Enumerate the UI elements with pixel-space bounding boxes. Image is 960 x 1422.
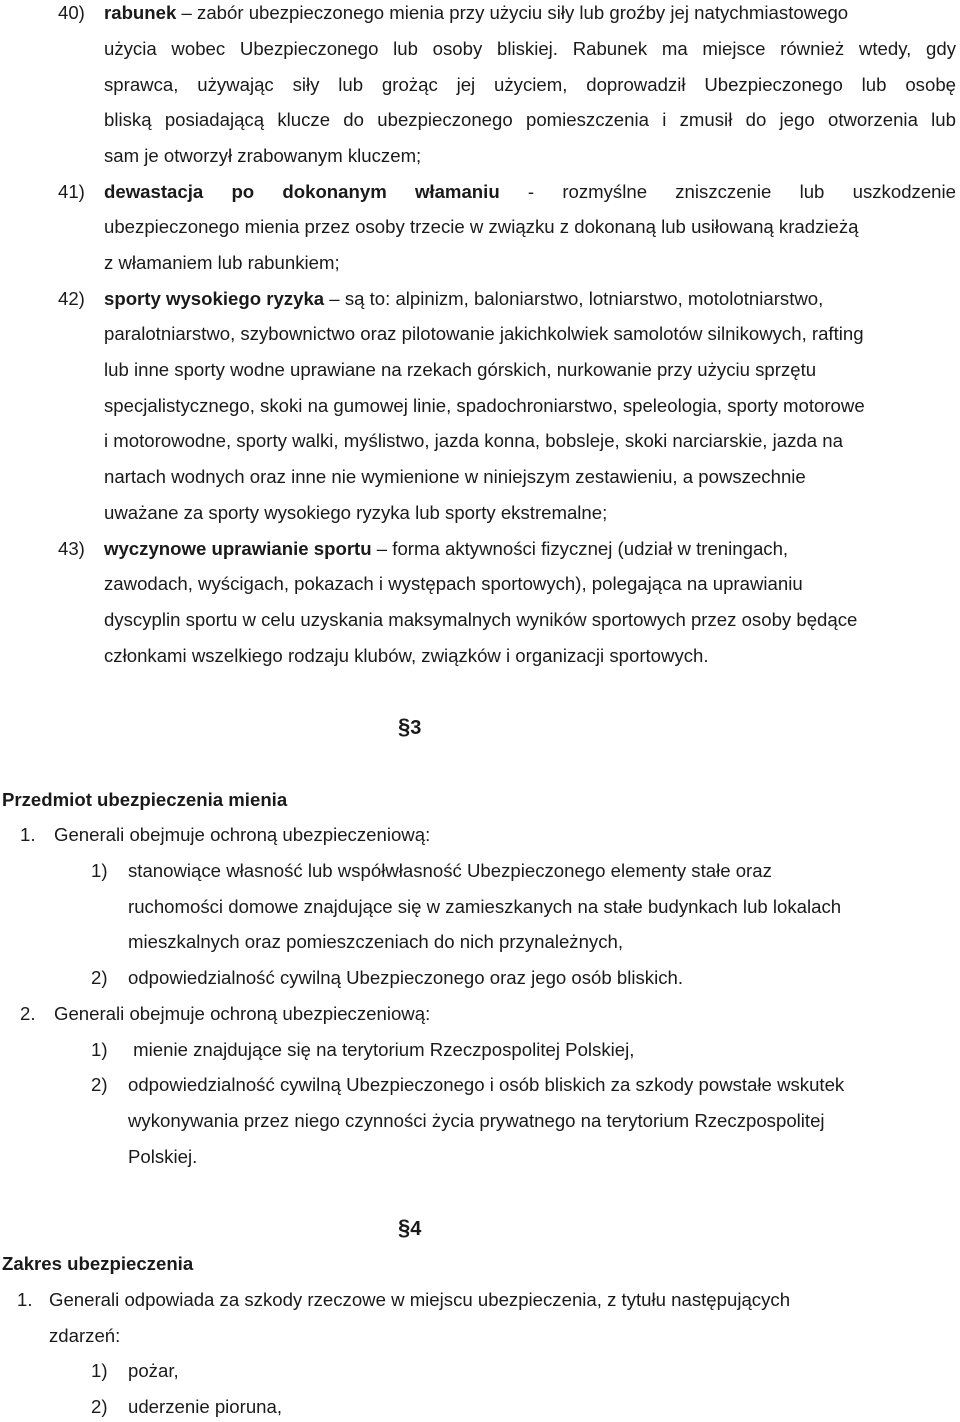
- definition-text: forma aktywności fizycznej (udział w treningach,: [392, 538, 789, 559]
- subitem-text: mienie znajdujące się na terytorium Rzeczpospolitej Polskiej,: [128, 1039, 635, 1060]
- definition-text: zabór ubezpieczonego mienia przy użyciu siły lub groźby jej natychmiastowego: [197, 2, 849, 23]
- section-heading: Zakres ubezpieczenia: [2, 1253, 194, 1274]
- subitem-number: 1): [91, 1360, 108, 1381]
- definition-text: sam je otworzył zrabowanym kluczem;: [104, 145, 422, 166]
- section-symbol: §: [398, 1215, 411, 1240]
- subitem-number: 2): [91, 1396, 108, 1417]
- definition-number: 41): [58, 181, 85, 202]
- item-number: 2.: [20, 1003, 36, 1024]
- item-text: Generali obejmuje ochroną ubezpieczeniową:: [54, 824, 431, 845]
- definition-text: rozmyślne zniszczenie lub uszkodzenie: [562, 181, 956, 202]
- section-symbol: §: [398, 714, 411, 739]
- subitem-text: mieszkalnych oraz pomieszczeniach do nich przynależnych,: [128, 931, 624, 952]
- subitem-number: 1): [91, 1039, 108, 1060]
- item-text: Generali odpowiada za szkody rzeczowe w miejscu ubezpieczenia, z tytułu następujących: [49, 1289, 791, 1310]
- definition-text: paralotniarstwo, szybownictwo oraz pilotowanie jakichkolwiek samolotów silnikowych, rafting: [104, 323, 864, 344]
- definition-text: zawodach, wyścigach, pokazach i występach sportowych), polegająca na uprawianiu: [104, 573, 803, 594]
- subitem-text: wykonywania przez niego czynności życia prywatnego na terytorium Rzeczpospolitej: [128, 1110, 825, 1131]
- definition-term: dewastacja po dokonanym włamaniu: [104, 181, 500, 202]
- subitem-text: stanowiące własność lub współwłasność Ubezpieczonego elementy stałe oraz: [128, 860, 772, 881]
- definition-text: i motorowodne, sporty walki, myślistwo, jazda konna, bobsleje, skoki narciarskie, jazda na: [104, 430, 843, 451]
- subitem-text: ruchomości domowe znajdujące się w zamieszkanych na stałe budynkach lub lokalach: [128, 896, 842, 917]
- item-number: 1.: [20, 824, 36, 845]
- item-text: zdarzeń:: [49, 1325, 121, 1346]
- definition-text: bliską posiadającą klucze do ubezpieczonego pomieszczenia i zmusił do jego otworzenia lub: [104, 109, 956, 130]
- item-text: Generali obejmuje ochroną ubezpieczeniową:: [54, 1003, 431, 1024]
- subitem-text: Polskiej.: [128, 1146, 198, 1167]
- section-heading: Przedmiot ubezpieczenia mienia: [2, 789, 288, 810]
- definition-term: sporty wysokiego ryzyka: [104, 288, 325, 309]
- subitem-text: pożar,: [128, 1360, 179, 1381]
- definition-number: 42): [58, 288, 85, 309]
- definition-text: lub inne sporty wodne uprawiane na rzekach górskich, nurkowanie przy użyciu sprzętu: [104, 359, 817, 380]
- subitem-number: 2): [91, 967, 108, 988]
- item-number: 1.: [17, 1289, 33, 1310]
- definition-text: użycia wobec Ubezpieczonego lub osoby bliskiej. Rabunek ma miejsce również wtedy, gdy: [104, 38, 956, 59]
- definition-number: 43): [58, 538, 85, 559]
- definition-text: specjalistycznego, skoki na gumowej linie, spadochroniarstwo, speleologia, sporty motorowe: [104, 395, 865, 416]
- definition-text: z włamaniem lub rabunkiem;: [104, 252, 340, 273]
- subitem-text: odpowiedzialność cywilną Ubezpieczonego i osób bliskich za szkody powstałe wskutek: [128, 1074, 845, 1095]
- section-number: §4: [398, 1215, 422, 1240]
- section-number: §3: [398, 714, 422, 739]
- definition-text: sprawca, używając siły lub grożąc jej użyciem, doprowadził Ubezpieczonego lub osobę: [104, 74, 956, 95]
- subitem-text: uderzenie pioruna,: [128, 1396, 283, 1417]
- definition-text: są to: alpinizm, baloniarstwo, lotniarstwo, motolotniarstwo,: [344, 288, 824, 309]
- definition-text: dyscyplin sportu w celu uzyskania maksymalnych wyników sportowych przez osoby będące: [104, 609, 858, 630]
- definition-text: ubezpieczonego mienia przez osoby trzecie w związku z dokonaną lub usiłowaną kradzieżą: [104, 216, 859, 237]
- definition-term: rabunek: [104, 2, 177, 23]
- subitem-number: 2): [91, 1074, 108, 1095]
- definition-text: członkami wszelkiego rodzaju klubów, związków i organizacji sportowych.: [104, 645, 709, 666]
- definition-term: wyczynowe uprawianie sportu: [104, 538, 372, 559]
- definition-text: nartach wodnych oraz inne nie wymienione w niniejszym zestawieniu, a powszechnie: [104, 466, 806, 487]
- definition-number: 40): [58, 2, 85, 23]
- subitem-text: odpowiedzialność cywilną Ubezpieczonego oraz jego osób bliskich.: [128, 967, 684, 988]
- subitem-number: 1): [91, 860, 108, 881]
- definition-text: uważane za sporty wysokiego ryzyka lub sporty ekstremalne;: [104, 502, 608, 523]
